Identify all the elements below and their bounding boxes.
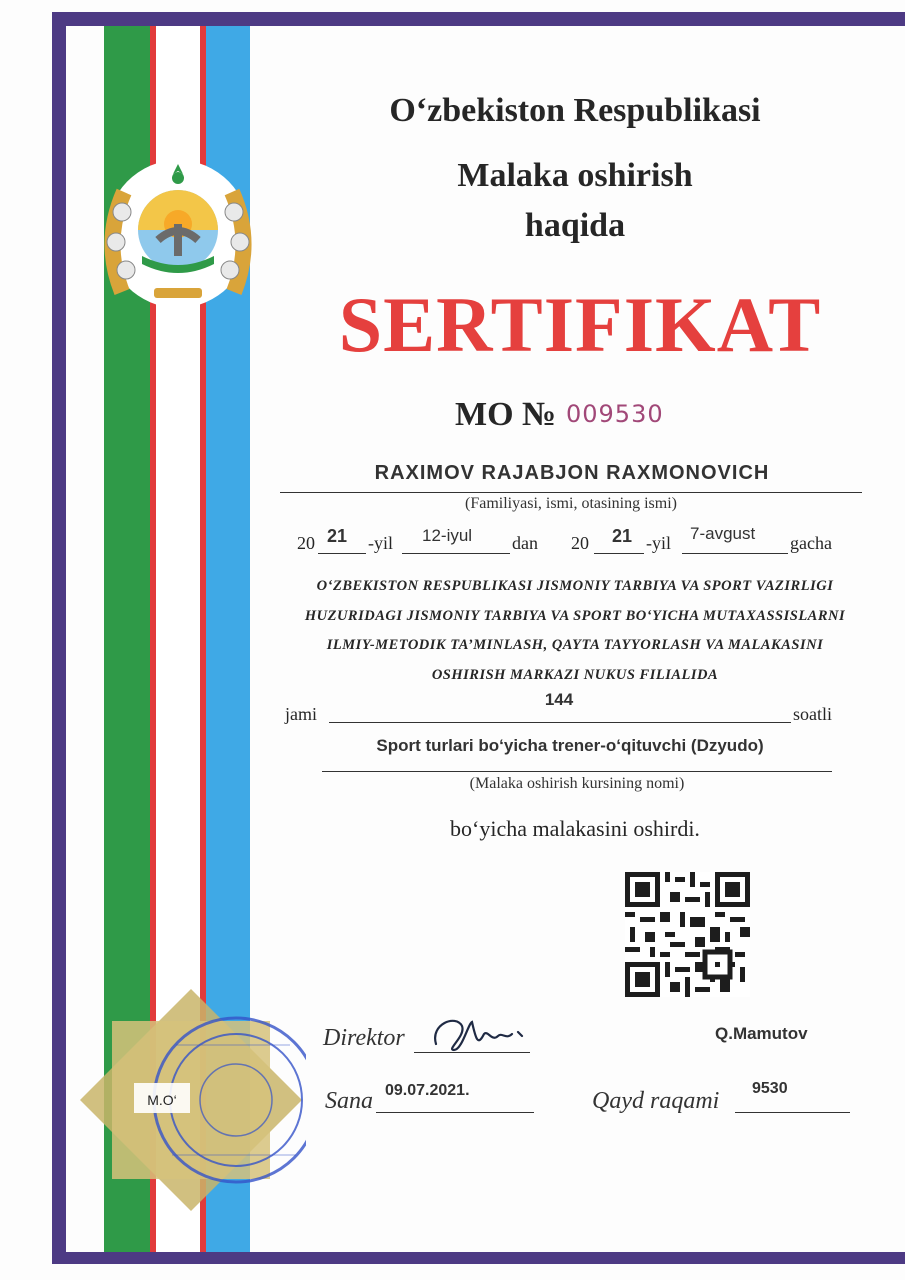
- organization-line: OSHIRISH MARKAZI NUKUS FILIALIDA: [431, 666, 719, 683]
- period-yil-2: -yil: [646, 533, 671, 553]
- organization-block: [280, 572, 870, 690]
- course-caption: (Malaka oshirish kursining nomi): [469, 775, 685, 792]
- date2-underline: [682, 553, 788, 554]
- registration-underline: [735, 1112, 850, 1113]
- completion-text: bo‘yicha malakasini oshirdi.: [450, 816, 700, 841]
- frame-top-border: [52, 12, 905, 26]
- date-underline: [376, 1112, 534, 1113]
- period-yil-1: -yil: [368, 533, 393, 553]
- qr-code: [625, 872, 750, 997]
- director-label: Direktor: [323, 1025, 405, 1051]
- header-subject: Malaka oshirish: [457, 157, 693, 194]
- hours-jami: jami: [285, 704, 317, 724]
- date-value: 09.07.2021.: [385, 1082, 470, 1099]
- year2-underline: [594, 553, 644, 554]
- period-dan: dan: [512, 533, 538, 553]
- date-label: Sana: [325, 1088, 373, 1114]
- recipient-name: RAXIMOV RAJABJON RAXMONOVICH: [374, 462, 770, 484]
- organization-line: O‘ZBEKISTON RESPUBLIKASI JISMONIY TARBIYA VA SPORT VAZIRLIGI: [316, 578, 834, 594]
- date1-underline: [402, 553, 510, 554]
- registration-label: Qayd raqami: [592, 1088, 720, 1114]
- period-start-date: 12-iyul: [422, 526, 473, 545]
- stamp-label: M.O‘: [147, 1092, 177, 1108]
- course-name: Sport turlari bo‘yicha trener-o‘qituvchi (Dzyudo): [376, 736, 764, 755]
- hours-value: 144: [544, 690, 574, 709]
- certificate-title: SERTIFIKAT: [338, 281, 822, 368]
- period-year-1: 21: [327, 526, 348, 546]
- period-prefix-2: 20: [571, 533, 589, 553]
- hours-underline: [329, 722, 791, 723]
- name-caption: (Familiyasi, ismi, otasining ismi): [465, 495, 677, 512]
- organization-line: ILMIY-METODIK TA’MINLASH, QAYTA TAYYORLASH VA MALAKASINI: [326, 637, 824, 653]
- registration-value: 9530: [752, 1080, 788, 1097]
- serial-number: 009530: [566, 400, 664, 428]
- official-stamp-icon: [76, 985, 306, 1215]
- period-gacha: gacha: [790, 533, 832, 553]
- director-name: Q.Mamutov: [715, 1024, 808, 1043]
- frame-left-border: [52, 12, 66, 1264]
- header-country: O‘zbekiston Respublikasi: [389, 92, 761, 129]
- course-underline: [322, 771, 832, 772]
- period-prefix-1: 20: [297, 533, 315, 553]
- state-emblem-icon: [102, 152, 254, 310]
- period-end-date: 7-avgust: [690, 524, 756, 543]
- year1-underline: [318, 553, 366, 554]
- header-about: haqida: [524, 207, 626, 244]
- frame-bottom-border: [52, 1252, 905, 1264]
- name-underline: [280, 492, 862, 493]
- hours-soatli: soatli: [793, 704, 832, 724]
- period-year-2: 21: [612, 526, 633, 546]
- serial-label: MO №: [455, 396, 557, 433]
- director-signature-icon: [426, 1010, 546, 1058]
- organization-line: HUZURIDAGI JISMONIY TARBIYA VA SPORT BO‘YICHA MUTAXASSISLARNI: [304, 607, 846, 624]
